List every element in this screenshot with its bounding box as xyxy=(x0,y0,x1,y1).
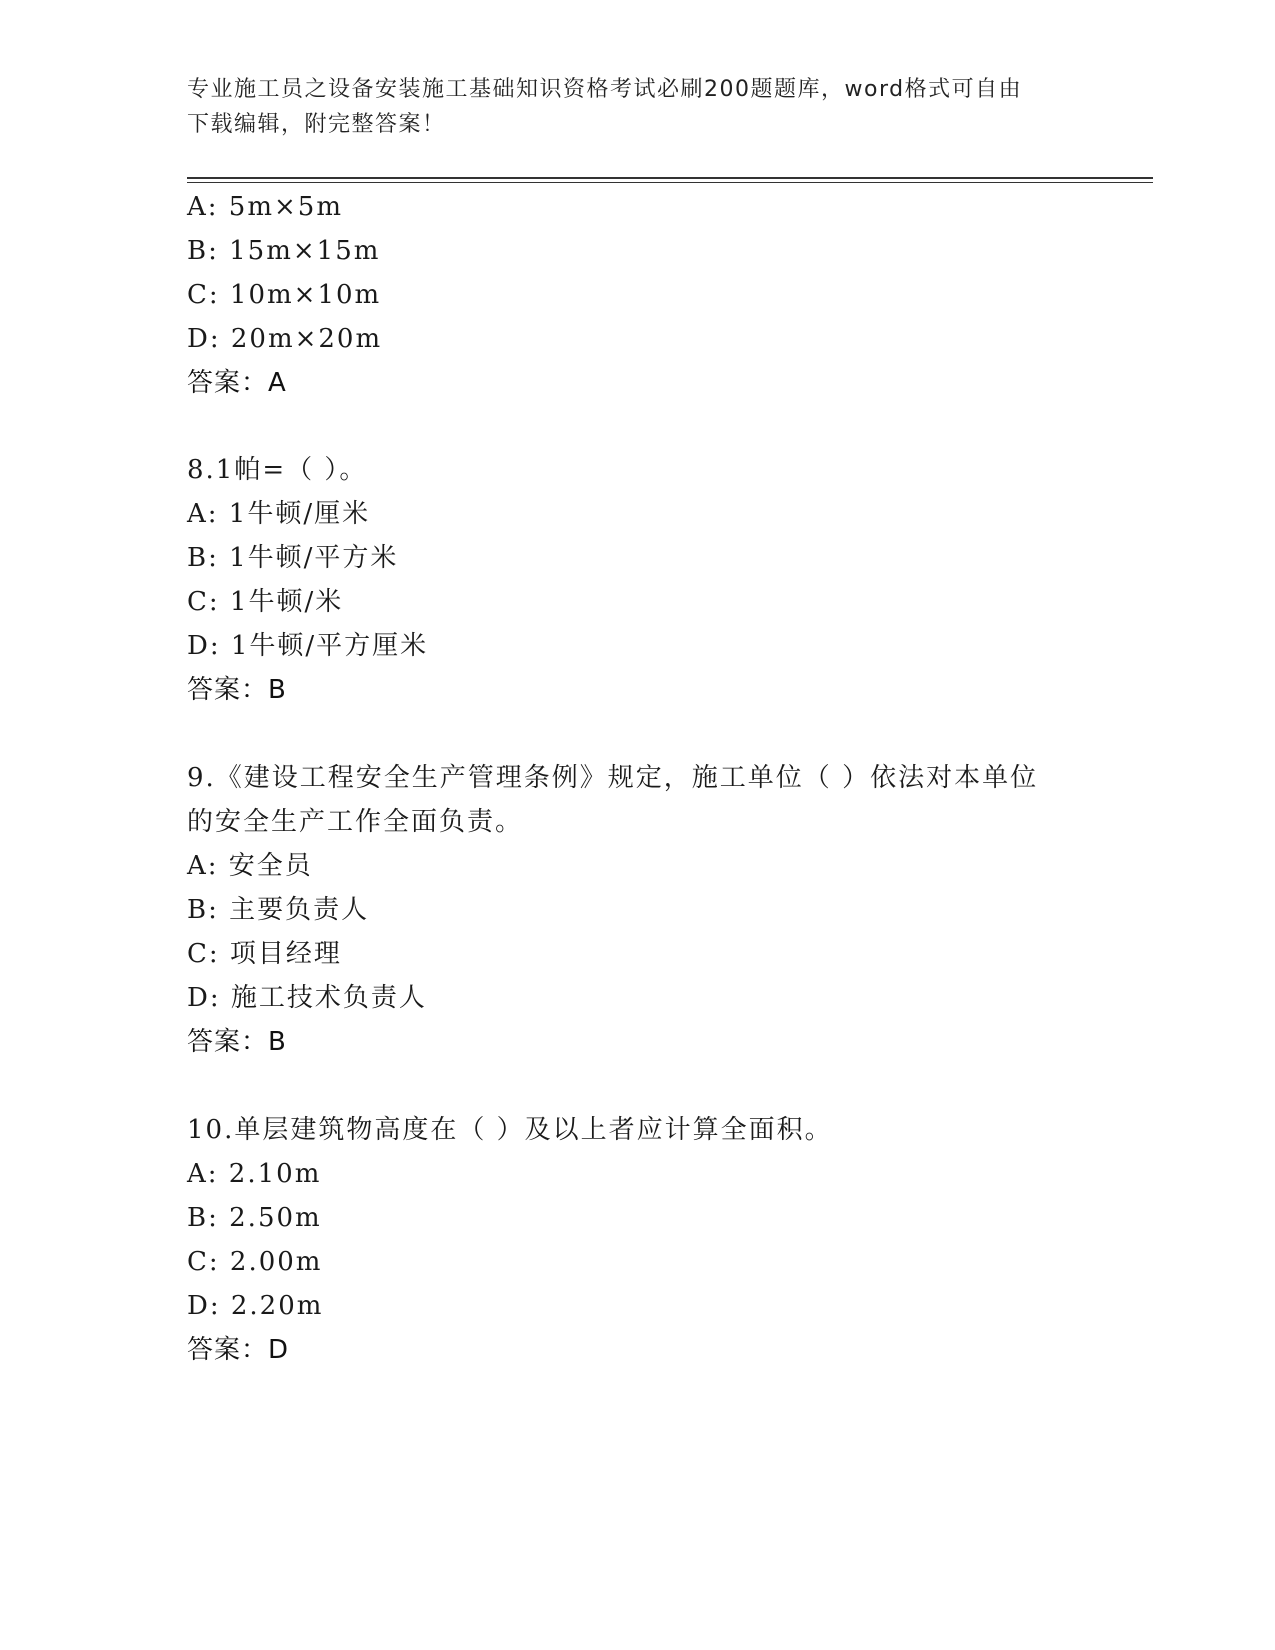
q9-question-line-2: 的安全生产工作全面负责。 xyxy=(187,807,524,837)
document-header xyxy=(187,72,1067,142)
q7-option-c: C: 10m×10m xyxy=(187,280,382,310)
q9-option-b: B: 主要负责人 xyxy=(187,895,370,925)
q10-option-a: A: 2.10m xyxy=(187,1159,322,1189)
q9-option-d: D: 施工技术负责人 xyxy=(187,983,427,1013)
q7-option-d: D: 20m×20m xyxy=(187,324,383,354)
q7-option-b: B: 15m×15m xyxy=(187,236,381,266)
q9-option-a: A: 安全员 xyxy=(187,851,313,881)
q7-option-a: A: 5m×5m xyxy=(187,192,343,222)
q9-question-line-1: 9.《建设工程安全生产管理条例》规定，施工单位（ ）依法对本单位 xyxy=(187,763,1039,793)
q8-option-d: D: 1牛顿/平方厘米 xyxy=(187,631,429,661)
q8-option-c: C: 1牛顿/米 xyxy=(187,587,344,617)
q10-option-c: C: 2.00m xyxy=(187,1247,323,1277)
q8-question: 8.1帕=（ ）。 xyxy=(187,455,368,485)
q10-question: 10.单层建筑物高度在（ ）及以上者应计算全面积。 xyxy=(187,1115,833,1145)
q8-option-a: A: 1牛顿/厘米 xyxy=(187,499,371,529)
q10-answer: 答案：D xyxy=(187,1335,290,1365)
header-line-1: 专业施工员之设备安装施工基础知识资格考试必刷200题题库，word格式可自由 xyxy=(187,77,1023,102)
header-rule-thick xyxy=(187,177,1153,179)
header-rule-thin xyxy=(187,182,1153,183)
header-line-2: 下载编辑，附完整答案！ xyxy=(187,112,446,137)
q9-answer: 答案：B xyxy=(187,1027,287,1057)
q10-option-d: D: 2.20m xyxy=(187,1291,324,1321)
q9-option-c: C: 项目经理 xyxy=(187,939,342,969)
q7-answer: 答案：A xyxy=(187,368,287,398)
q8-answer: 答案：B xyxy=(187,675,287,705)
q10-option-b: B: 2.50m xyxy=(187,1203,322,1233)
q8-option-b: B: 1牛顿/平方米 xyxy=(187,543,399,573)
